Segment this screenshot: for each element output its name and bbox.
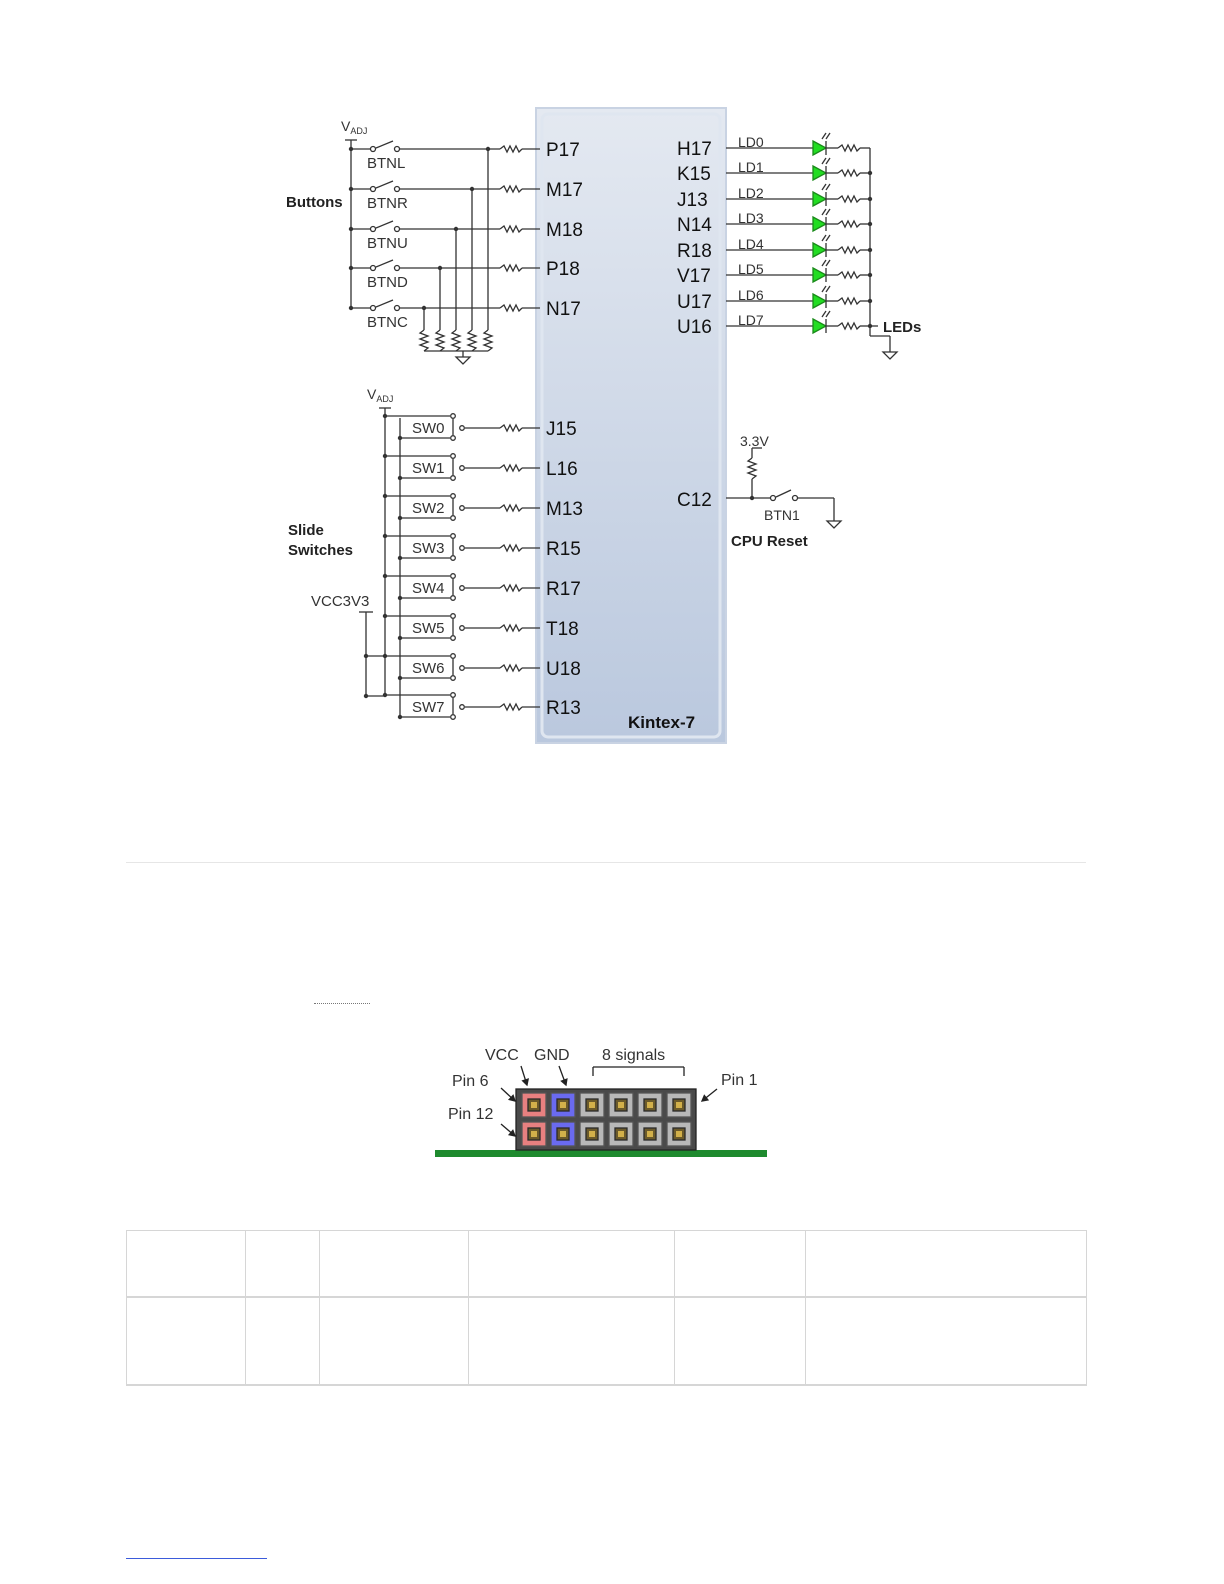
pin-tip xyxy=(531,1102,537,1108)
table-row xyxy=(127,1231,1087,1297)
resistor-symbol xyxy=(500,425,522,431)
switch-label: SW4 xyxy=(412,580,445,597)
vcc-label: VCC xyxy=(485,1047,519,1064)
pin-tip xyxy=(560,1102,566,1108)
switch-contact xyxy=(451,715,456,720)
resistor-symbol xyxy=(838,298,860,304)
pin6-label: Pin 6 xyxy=(452,1073,489,1090)
pin-tip xyxy=(676,1131,682,1137)
table-cell xyxy=(469,1297,675,1385)
led-icon xyxy=(813,217,826,231)
led-ray xyxy=(822,286,826,292)
resistor-symbol xyxy=(838,323,860,329)
resistor-symbol xyxy=(468,330,476,351)
ground-icon xyxy=(827,521,841,528)
resistor-symbol xyxy=(500,585,522,591)
leds-group-label: LEDs xyxy=(883,319,922,336)
pin-housing xyxy=(522,1093,546,1117)
switch-blade xyxy=(376,141,393,148)
vadj-label-switches: $V_{ADJ}$ xyxy=(367,386,394,404)
fpga-pin-label: P17 xyxy=(546,140,580,161)
fpga-pin-label: R15 xyxy=(546,539,581,560)
junction-dot xyxy=(868,197,872,201)
led-ray xyxy=(826,158,830,164)
table-cell xyxy=(806,1231,1087,1297)
signals-label: 8 signals xyxy=(602,1047,666,1064)
switch-contact xyxy=(451,676,456,681)
pin-housing xyxy=(580,1093,604,1117)
switch-contact xyxy=(451,556,456,561)
switch-common xyxy=(460,466,465,471)
pcb-board xyxy=(435,1150,767,1157)
switch-common xyxy=(460,705,465,710)
pin-tip xyxy=(531,1131,537,1137)
led-label: LD5 xyxy=(738,261,764,277)
led-label: LD0 xyxy=(738,134,764,150)
pin-tip xyxy=(589,1102,595,1108)
switch-contact xyxy=(451,596,456,601)
resistor-symbol xyxy=(748,458,756,479)
switch-label: SW1 xyxy=(412,460,445,477)
pin-contact xyxy=(644,1128,656,1140)
arrow-head xyxy=(561,1079,566,1085)
switch-contact xyxy=(793,496,798,501)
pin-tip xyxy=(618,1131,624,1137)
switch-contact xyxy=(771,496,776,501)
pointer-arrow xyxy=(501,1088,515,1101)
v33-label: 3.3V xyxy=(740,433,769,449)
switch-contact xyxy=(395,147,400,152)
bottom-link[interactable] xyxy=(126,1558,267,1559)
table-cell xyxy=(320,1231,469,1297)
resistor-symbol xyxy=(500,146,522,152)
led-label: LD4 xyxy=(738,236,764,252)
switch-contact xyxy=(451,454,456,459)
switch-contact xyxy=(451,516,456,521)
resistor-symbol xyxy=(436,330,444,351)
led-ray xyxy=(826,133,830,139)
pin-housing xyxy=(638,1122,662,1146)
switch-label: SW7 xyxy=(412,699,445,716)
pin-housing xyxy=(522,1122,546,1146)
pin-housing xyxy=(609,1122,633,1146)
pin-tip xyxy=(676,1102,682,1108)
fpga-pin-label: N14 xyxy=(677,215,712,236)
led-label: LD2 xyxy=(738,185,764,201)
fpga-pin-label: J15 xyxy=(546,419,577,440)
switch-blade xyxy=(376,300,393,307)
table-cell xyxy=(246,1297,320,1385)
section-divider xyxy=(126,862,1086,863)
pin12-label: Pin 12 xyxy=(448,1106,494,1123)
fpga-pin-label: R18 xyxy=(677,241,712,262)
table-cell xyxy=(469,1231,675,1297)
junction-dot xyxy=(868,273,872,277)
switch-contact xyxy=(371,306,376,311)
led-icon xyxy=(813,243,826,257)
switch-blade xyxy=(376,221,393,228)
resistor-symbol xyxy=(838,247,860,253)
led-ray xyxy=(826,286,830,292)
pin-housing xyxy=(667,1093,691,1117)
arrow-head xyxy=(509,1130,515,1136)
pointer-arrow xyxy=(501,1124,515,1136)
resistor-symbol xyxy=(500,465,522,471)
switch-contact xyxy=(395,306,400,311)
pin-contact xyxy=(586,1128,598,1140)
led-ray xyxy=(822,158,826,164)
switch-contact xyxy=(451,494,456,499)
pin-tip xyxy=(618,1102,624,1108)
table-cell xyxy=(246,1231,320,1297)
switch-label: SW3 xyxy=(412,540,445,557)
arrow-head xyxy=(702,1095,708,1101)
switch-blade xyxy=(376,181,393,188)
pin-tip xyxy=(589,1131,595,1137)
pin-housing xyxy=(667,1122,691,1146)
resistor-symbol xyxy=(838,170,860,176)
table-cell xyxy=(675,1297,806,1385)
resistor-symbol xyxy=(838,145,860,151)
switch-contact xyxy=(451,436,456,441)
pin-contact xyxy=(673,1128,685,1140)
fpga-pin-label: H17 xyxy=(677,139,712,160)
led-ray xyxy=(826,235,830,241)
fpga-pin-label: K15 xyxy=(677,164,711,185)
pin-housing xyxy=(551,1093,575,1117)
switch-contact xyxy=(395,266,400,271)
switch-common xyxy=(460,666,465,671)
led-label: LD7 xyxy=(738,312,764,328)
junction-dot xyxy=(868,171,872,175)
switch-contact xyxy=(371,147,376,152)
pmod-pinout-table xyxy=(126,1230,1087,1386)
pin-tip xyxy=(647,1102,653,1108)
switch-blade xyxy=(376,260,393,267)
pin-housing xyxy=(609,1093,633,1117)
led-label: LD6 xyxy=(738,287,764,303)
footnote-link[interactable] xyxy=(314,1003,370,1004)
c12-pin-label: C12 xyxy=(677,490,712,511)
table-cell xyxy=(127,1231,246,1297)
switch-contact xyxy=(451,614,456,619)
led-ray xyxy=(822,235,826,241)
arrow-head xyxy=(509,1095,515,1101)
pin-housing xyxy=(551,1122,575,1146)
ground-icon xyxy=(456,357,470,364)
switch-common xyxy=(460,506,465,511)
resistor-symbol xyxy=(500,186,522,192)
led-ray xyxy=(822,184,826,190)
resistor-symbol xyxy=(484,330,492,351)
resistor-symbol xyxy=(500,505,522,511)
pin-contact xyxy=(528,1099,540,1111)
button-label: BTND xyxy=(367,274,408,291)
button-label: BTNU xyxy=(367,235,408,252)
fpga-pin-label: R13 xyxy=(546,698,581,719)
switch-contact xyxy=(451,654,456,659)
switches-group-label-1: Slide xyxy=(288,522,324,539)
pin-tip xyxy=(647,1131,653,1137)
switch-common xyxy=(460,626,465,631)
led-ray xyxy=(826,311,830,317)
resistor-symbol xyxy=(500,665,522,671)
led-icon xyxy=(813,294,826,308)
led-ray xyxy=(826,260,830,266)
switch-contact xyxy=(371,187,376,192)
cpu-reset-label: CPU Reset xyxy=(731,533,808,550)
led-ray xyxy=(826,184,830,190)
pin-contact xyxy=(528,1128,540,1140)
button-label: BTNR xyxy=(367,195,408,212)
switch-contact xyxy=(371,266,376,271)
switch-label: SW2 xyxy=(412,500,445,517)
ground-icon xyxy=(883,352,897,359)
led-ray xyxy=(822,260,826,266)
pin-contact xyxy=(586,1099,598,1111)
pin-contact xyxy=(644,1099,656,1111)
resistor-symbol xyxy=(500,704,522,710)
led-icon xyxy=(813,141,826,155)
resistor-symbol xyxy=(838,221,860,227)
leds-section xyxy=(677,133,897,359)
led-icon xyxy=(813,192,826,206)
resistor-symbol xyxy=(500,625,522,631)
junction-dot xyxy=(868,222,872,226)
switch-common xyxy=(460,546,465,551)
resistor-symbol xyxy=(420,330,428,351)
switch-contact xyxy=(395,227,400,232)
arrow-head xyxy=(523,1079,528,1085)
table-cell xyxy=(806,1297,1087,1385)
fpga-pin-label: M17 xyxy=(546,180,583,201)
switch-label: SW6 xyxy=(412,660,445,677)
fpga-pin-label: M18 xyxy=(546,220,583,241)
buttons-group-label: Buttons xyxy=(286,194,343,211)
pin1-label: Pin 1 xyxy=(721,1072,758,1089)
junction-dot xyxy=(868,248,872,252)
fpga-pin-label: N17 xyxy=(546,299,581,320)
switch-contact xyxy=(451,414,456,419)
switch-contact xyxy=(451,534,456,539)
button-label: BTNC xyxy=(367,314,408,331)
table-cell xyxy=(320,1297,469,1385)
fpga-pin-label: L16 xyxy=(546,459,578,480)
pin-contact xyxy=(615,1099,627,1111)
fpga-pin-label: U17 xyxy=(677,292,712,313)
fpga-pin-label: U18 xyxy=(546,659,581,680)
fpga-pin-label: P18 xyxy=(546,259,580,280)
resistor-symbol xyxy=(500,545,522,551)
pin-contact xyxy=(673,1099,685,1111)
switch-label: SW5 xyxy=(412,620,445,637)
io-schematic xyxy=(0,0,1224,760)
switch-blade xyxy=(776,490,791,497)
gnd-label: GND xyxy=(534,1047,570,1064)
led-label: LD3 xyxy=(738,210,764,226)
switch-common xyxy=(460,426,465,431)
pointer-arrow xyxy=(521,1066,527,1085)
fpga-pin-label: V17 xyxy=(677,266,711,287)
led-icon xyxy=(813,319,826,333)
fpga-pin-label: R17 xyxy=(546,579,581,600)
switch-contact xyxy=(451,574,456,579)
junction-dot xyxy=(868,299,872,303)
led-label: LD1 xyxy=(738,159,764,175)
fpga-pin-label: J13 xyxy=(677,190,708,211)
table-cell xyxy=(127,1297,246,1385)
connector-body xyxy=(516,1089,696,1150)
btn1-label: BTN1 xyxy=(764,507,800,523)
switch-label: SW0 xyxy=(412,420,445,437)
switch-contact xyxy=(371,227,376,232)
vcc3v3-label: VCC3V3 xyxy=(311,593,370,610)
switches-group-label-2: Switches xyxy=(288,542,354,559)
pin-housing xyxy=(580,1122,604,1146)
fpga-pin-label: T18 xyxy=(546,619,579,640)
fpga-label: Kintex-7 xyxy=(628,713,696,732)
vadj-label-buttons: $V_{ADJ}$ xyxy=(341,118,368,136)
resistor-symbol xyxy=(838,272,860,278)
button-label: BTNL xyxy=(367,155,406,172)
switch-contact xyxy=(451,636,456,641)
switch-contact xyxy=(451,693,456,698)
led-ray xyxy=(822,209,826,215)
fpga-pin-label: M13 xyxy=(546,499,583,520)
pin-contact xyxy=(557,1099,569,1111)
pin-housing xyxy=(638,1093,662,1117)
pointer-arrow xyxy=(702,1089,717,1101)
table-cell xyxy=(675,1231,806,1297)
pin-contact xyxy=(615,1128,627,1140)
pin-contact xyxy=(557,1128,569,1140)
resistor-symbol xyxy=(500,226,522,232)
resistor-symbol xyxy=(838,196,860,202)
resistor-symbol xyxy=(500,305,522,311)
led-ray xyxy=(822,133,826,139)
table-row xyxy=(127,1297,1087,1385)
pointer-arrow xyxy=(559,1066,566,1085)
switch-common xyxy=(460,586,465,591)
led-icon xyxy=(813,268,826,282)
resistor-symbol xyxy=(452,330,460,351)
led-ray xyxy=(822,311,826,317)
led-ray xyxy=(826,209,830,215)
switch-contact xyxy=(395,187,400,192)
led-icon xyxy=(813,166,826,180)
switch-contact xyxy=(451,476,456,481)
resistor-symbol xyxy=(500,265,522,271)
pin-tip xyxy=(560,1131,566,1137)
fpga-pin-label: U16 xyxy=(677,317,712,338)
